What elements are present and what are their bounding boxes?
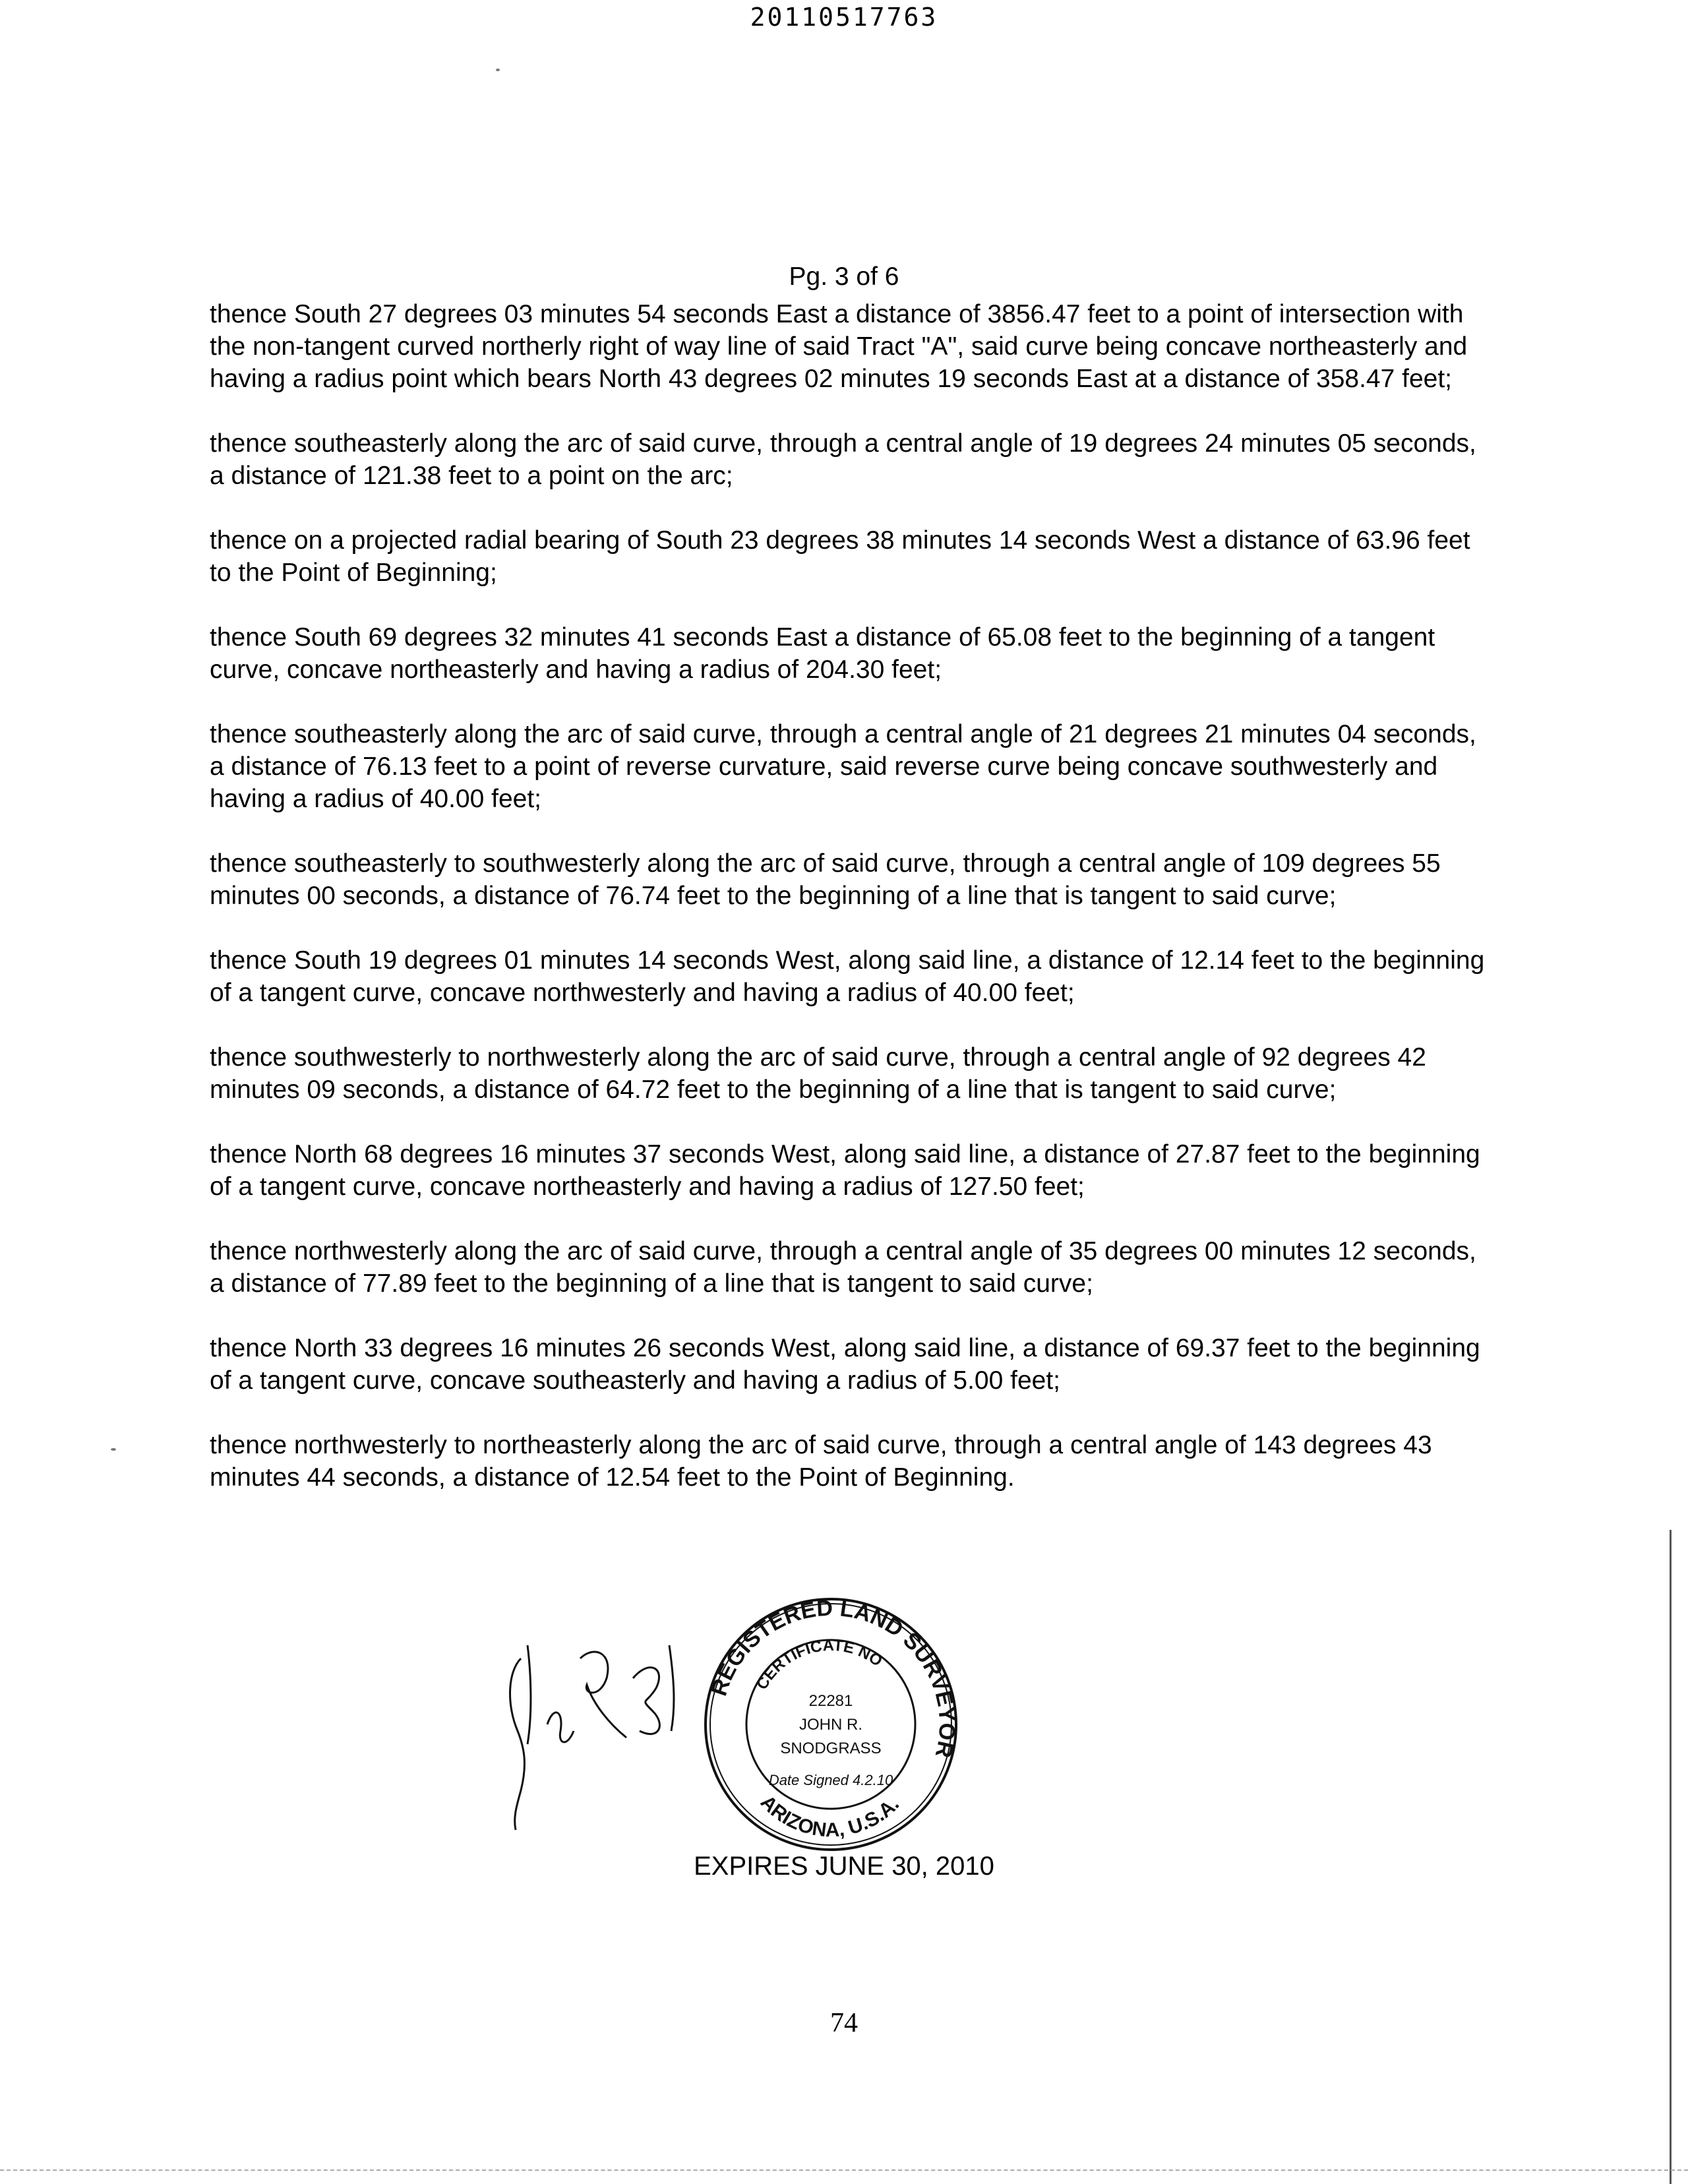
paragraph-8: thence southwesterly to northwesterly along the arc of said curve, through a central angle of 92 degrees 42 minutes 09 seconds, a distance of 64.72 feet to the beginning of a line that is tangent to said curve; <box>210 1043 1426 1104</box>
scan-speck <box>111 1448 116 1451</box>
page-number: 74 <box>830 2008 858 2038</box>
legal-description <box>210 298 1489 1526</box>
paragraph-1: thence South 27 degrees 03 minutes 54 seconds East a distance of 3856.47 feet to a point of intersection with the non-tangent curved northerly right of way line of said Tract "A", said curve being concave northeasterly and having a radius point which bears North 43 degrees 02 minutes 19 seconds East at a distance of 358.47 feet; <box>210 300 1468 393</box>
signature <box>501 1632 699 1843</box>
document-number: 20110517763 <box>750 3 938 32</box>
paragraph-6: thence southeasterly to southwesterly along the arc of said curve, through a central angle of 109 degrees 55 minutes 00 seconds, a distance of 76.74 feet to the beginning of a line that is tangent to said curve; <box>210 849 1441 910</box>
seal-name-line2: SNODGRASS <box>780 1740 882 1757</box>
paragraph-12: thence northwesterly to northeasterly along the arc of said curve, through a central angle of 143 degrees 43 minutes 44 seconds, a distance of 12.54 feet to the Point of Beginning. <box>210 1431 1432 1492</box>
seal-certificate-number: 22281 <box>808 1692 853 1710</box>
svg-text:REGISTERED LAND SURVEYOR <box>706 1596 959 1760</box>
surveyor-seal <box>699 1592 963 1856</box>
paragraph-3: thence on a projected radial bearing of South 23 degrees 38 minutes 14 seconds West a distance of 63.96 feet to the Point of Beginning; <box>210 526 1470 587</box>
svg-text:CERTIFICATE NO <box>753 1637 886 1693</box>
seal-outer-text: REGISTERED LAND SURVEYOR <box>706 1595 960 1760</box>
paragraph-4: thence South 69 degrees 32 minutes 41 seconds East a distance of 65.08 feet to the beginning of a tangent curve, concave northeasterly and having a radius of 204.30 feet; <box>210 623 1435 684</box>
paragraph-9: thence North 68 degrees 16 minutes 37 seconds West, along said line, a distance of 27.87 feet to the beginning of a tangent curve, concave northeasterly and having a radius of 127.50 feet; <box>210 1140 1480 1201</box>
scan-bottom-line <box>0 2169 1688 2171</box>
seal-inner-text: CERTIFICATE NO <box>752 1636 886 1693</box>
expiration-date: EXPIRES JUNE 30, 2010 <box>694 1852 994 1881</box>
scan-speck <box>496 69 500 71</box>
paragraph-7: thence South 19 degrees 01 minutes 14 seconds West, along said line, a distance of 12.14 feet to the beginning of a tangent curve, concave northwesterly and having a radius of 40.00 feet; <box>210 946 1485 1007</box>
seal-name-line1: JOHN R. <box>799 1716 862 1734</box>
paragraph-5: thence southeasterly along the arc of said curve, through a central angle of 21 degrees 21 minutes 04 seconds, a distance of 76.13 feet to a point of reverse curvature, said reverse curve being concave southwesterly and having a radius of 40.00 feet; <box>210 720 1476 813</box>
signature-and-seal <box>501 1592 976 1869</box>
seal-date-signed: Date Signed 4.2.10 <box>768 1772 893 1788</box>
page-header: Pg. 3 of 6 <box>789 262 899 291</box>
paragraph-11: thence North 33 degrees 16 minutes 26 seconds West, along said line, a distance of 69.37 feet to the beginning of a tangent curve, concave southeasterly and having a radius of 5.00 feet; <box>210 1334 1480 1395</box>
scan-edge-line <box>1670 1530 1672 2184</box>
seal-state: ARIZONA, U.S.A. <box>756 1791 904 1842</box>
paragraph-2: thence southeasterly along the arc of said curve, through a central angle of 19 degrees 24 minutes 05 seconds, a distance of 121.38 feet to a point on the arc; <box>210 429 1476 490</box>
paragraph-10: thence northwesterly along the arc of said curve, through a central angle of 35 degrees 00 minutes 12 seconds, a distance of 77.89 feet to the beginning of a line that is tangent to said curve; <box>210 1237 1476 1298</box>
